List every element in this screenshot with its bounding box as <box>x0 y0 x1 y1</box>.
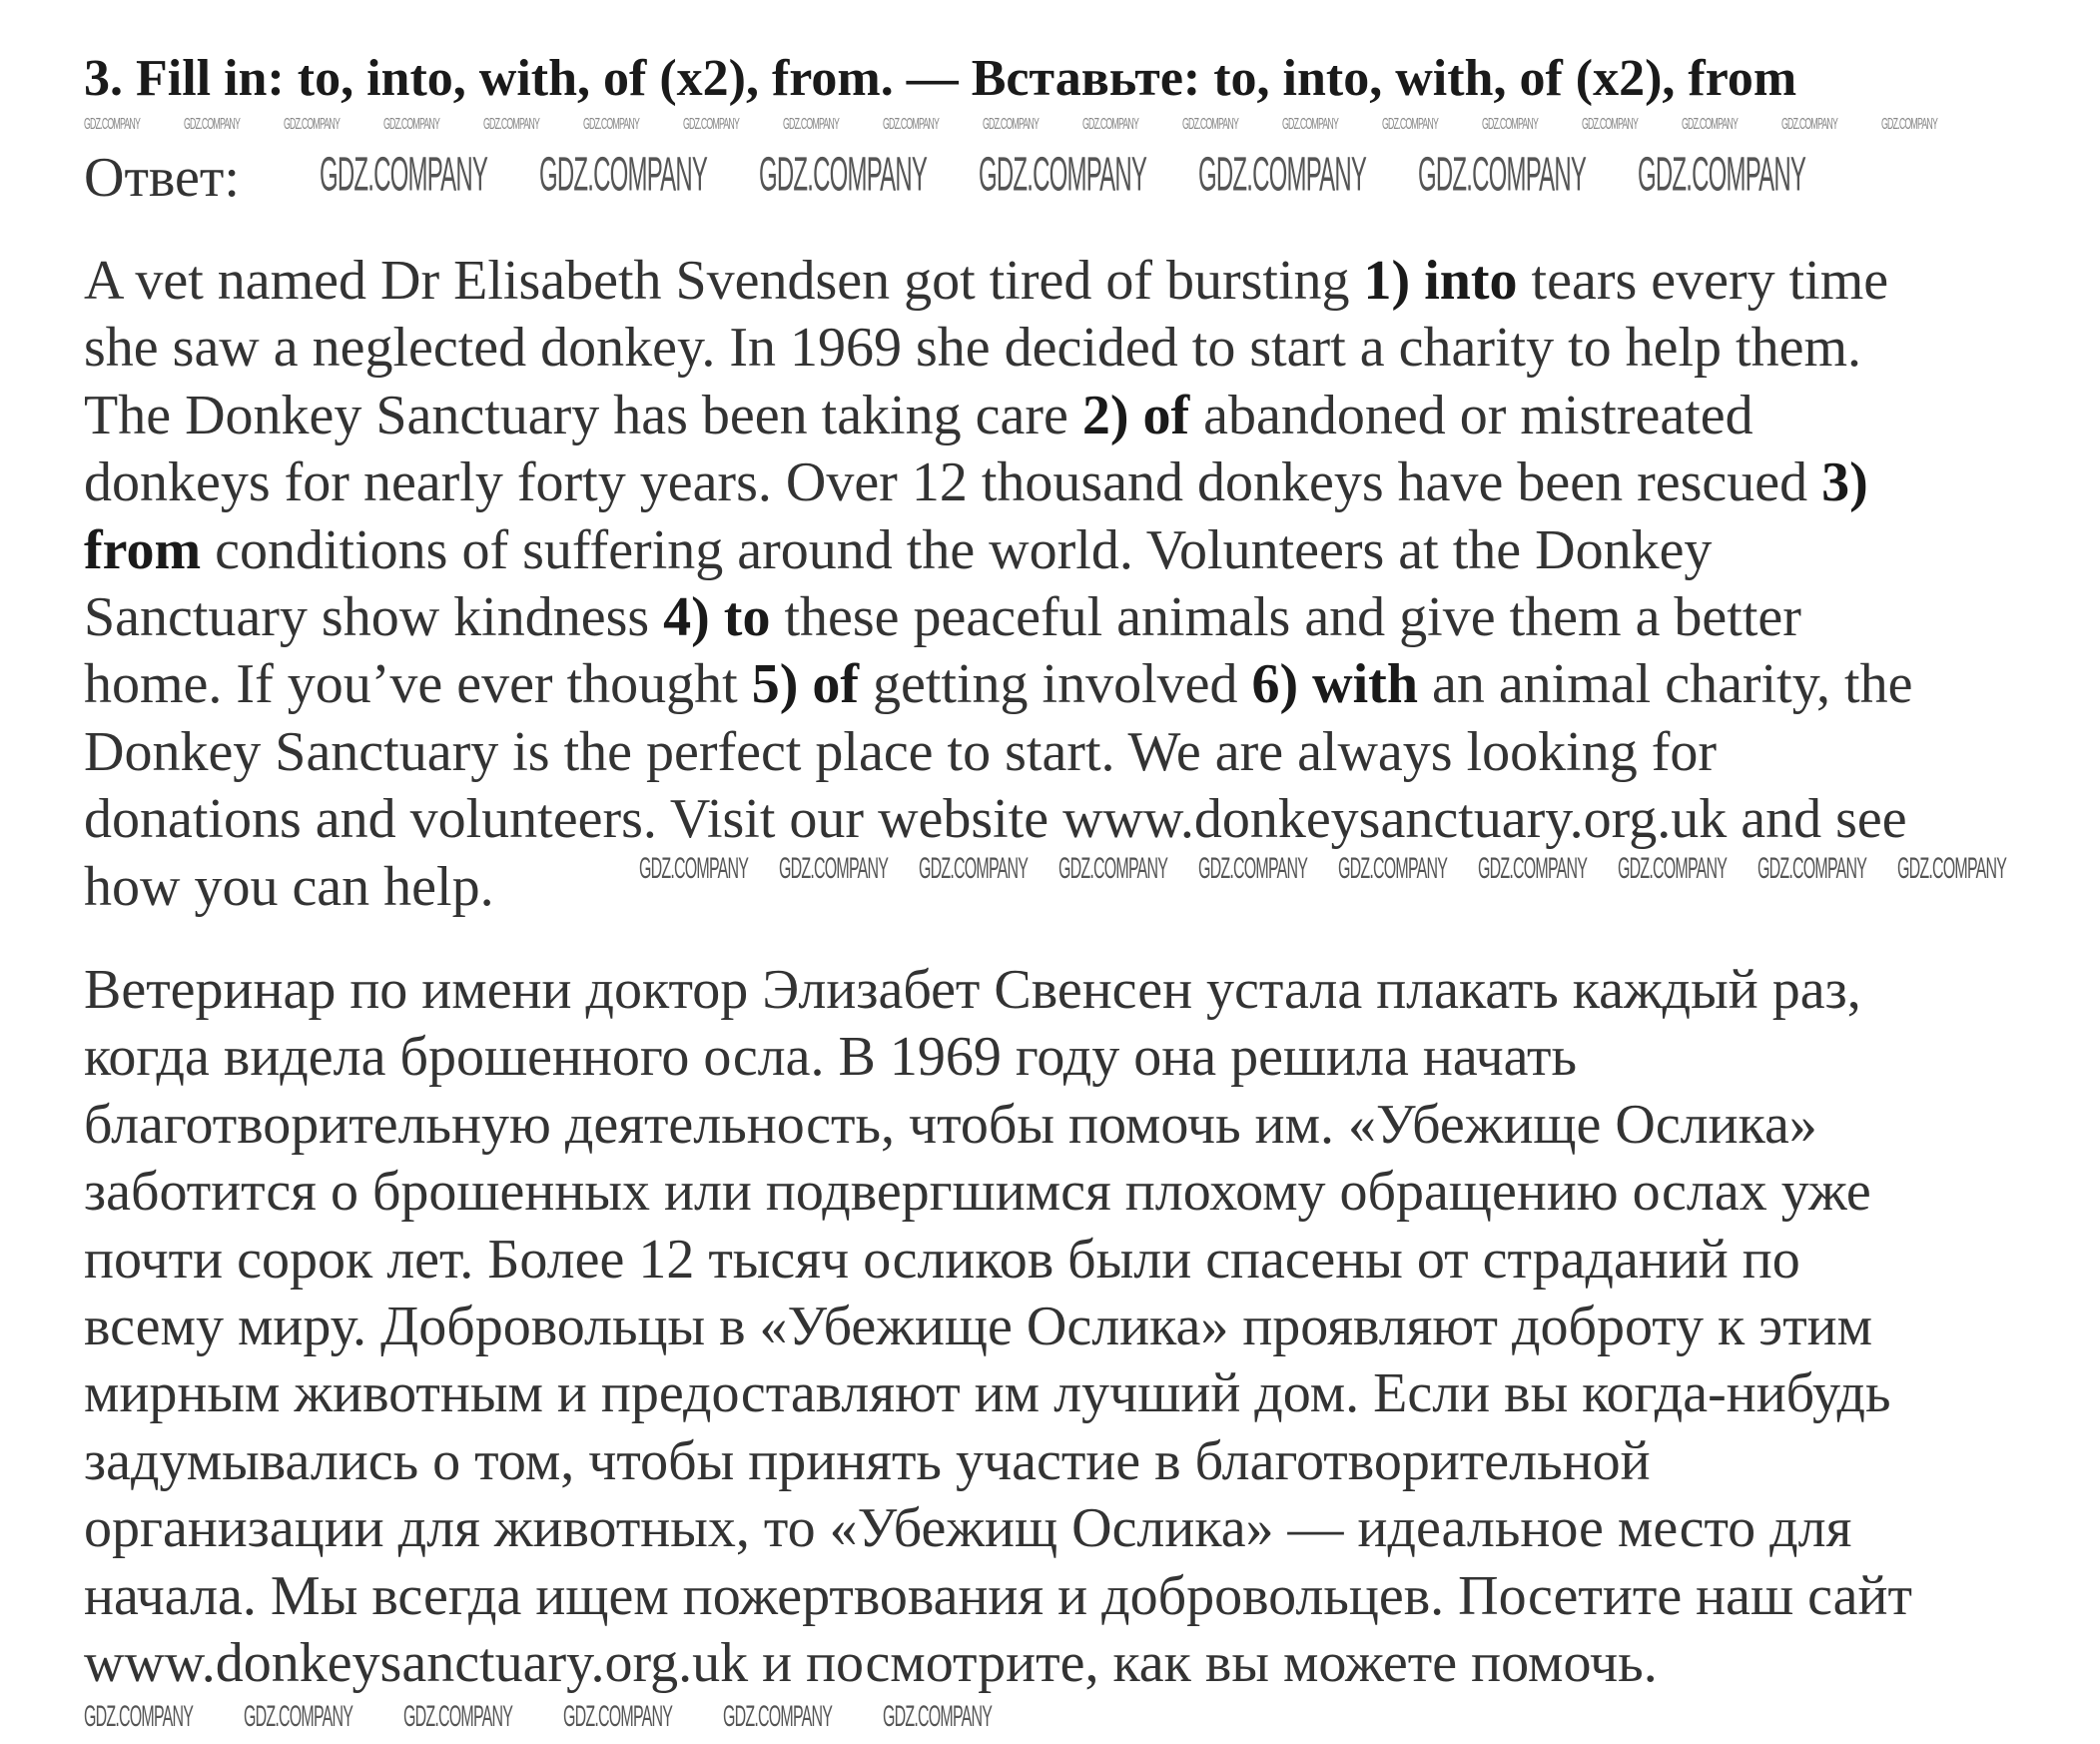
text-line <box>84 1360 1912 1427</box>
watermark-text: GDZ.COMPANY <box>1682 116 1739 134</box>
text-line <box>84 719 1912 786</box>
text-segment: home. If you’ve ever thought <box>84 653 752 716</box>
watermark-text: GDZ.COMPANY <box>779 852 889 886</box>
text-segment: организации для животных, то «Убежищ Ослика» — идеальное место для <box>84 1497 1852 1560</box>
watermark-text: GDZ.COMPANY <box>583 116 640 134</box>
watermark-text: GDZ.COMPANY <box>1418 148 1587 202</box>
text-line <box>84 1024 1912 1091</box>
watermark-text: GDZ.COMPANY <box>403 1700 513 1734</box>
text-line <box>84 1495 1912 1562</box>
watermark-text: GDZ.COMPANY <box>320 148 488 202</box>
watermark-text: GDZ.COMPANY <box>1082 116 1139 134</box>
text-line <box>84 383 1912 449</box>
text-segment: abandoned or mistreated <box>1189 384 1753 446</box>
text-segment: donations and volunteers. Visit our website www.donkeysanctuary.org.uk and see <box>84 788 1907 851</box>
watermark-text: GDZ.COMPANY <box>1638 148 1806 202</box>
text-segment: getting involved <box>859 653 1252 716</box>
watermark-text: GDZ.COMPANY <box>1881 116 1938 134</box>
watermark-text: GDZ.COMPANY <box>1058 852 1168 886</box>
text-segment: tears every time <box>1517 250 1889 312</box>
text-segment: conditions of suffering around the world. Volunteers at the Donkey <box>201 518 1713 581</box>
text-segment: начала. Мы всегда ищем пожертвования и добровольцев. Посетите наш сайт <box>84 1564 1912 1627</box>
watermark-text: GDZ.COMPANY <box>783 116 840 134</box>
watermark-text: GDZ.COMPANY <box>244 1700 353 1734</box>
watermark-text: GDZ.COMPANY <box>1198 852 1308 886</box>
watermark-text: GDZ.COMPANY <box>539 148 708 202</box>
answer-word: 6) with <box>1251 653 1418 716</box>
watermark-text: GDZ.COMPANY <box>1338 852 1448 886</box>
text-segment: всему миру. Добровольцы в «Убежище Ослика» проявляют доброту к этим <box>84 1296 1873 1358</box>
text-segment: когда видела брошенного осла. В 1969 году она решила начать <box>84 1026 1578 1089</box>
text-segment: заботится о брошенных или подвергшимся плохому обращению ослах уже <box>84 1161 1871 1224</box>
watermark-text: GDZ.COMPANY <box>1478 852 1588 886</box>
watermark-text: GDZ.COMPANY <box>483 116 540 134</box>
watermark-text: GDZ.COMPANY <box>1282 116 1339 134</box>
text-line <box>84 786 1912 853</box>
text-line <box>84 449 1912 516</box>
answer-word: 1) into <box>1363 250 1518 312</box>
text-segment: A vet named Dr Elisabeth Svendsen got tired of bursting <box>84 250 1364 312</box>
text-segment: Donkey Sanctuary is the perfect place to start. We are always looking for <box>84 720 1717 783</box>
text-line <box>84 651 1912 718</box>
text-line <box>84 1092 1912 1159</box>
text-line <box>84 1428 1912 1495</box>
watermark-text: GDZ.COMPANY <box>883 1700 993 1734</box>
text-line <box>84 1227 1912 1294</box>
watermark-text: GDZ.COMPANY <box>1198 148 1367 202</box>
text-segment: мирным животным и предоставляют им лучший дом. Если вы когда-нибудь <box>84 1362 1891 1425</box>
text-line <box>84 1630 1912 1697</box>
text-segment: an animal charity, the <box>1417 653 1913 716</box>
watermark-text: GDZ.COMPANY <box>84 116 141 134</box>
text-line <box>84 584 1912 651</box>
text-segment: how you can help. <box>84 855 494 918</box>
text-segment: donkeys for nearly forty years. Over 12 thousand donkeys have been rescued <box>84 451 1822 514</box>
text-segment: Ветеринар по имени доктор Элизабет Свенсен устала плакать каждый раз, <box>84 959 1861 1021</box>
answer-word: 4) to <box>663 586 771 649</box>
answer-word: 2) of <box>1081 384 1190 446</box>
watermark-text: GDZ.COMPANY <box>883 116 940 134</box>
watermark-text: GDZ.COMPANY <box>1382 116 1439 134</box>
watermark-text: GDZ.COMPANY <box>979 148 1147 202</box>
russian-translation-text <box>84 957 1912 1697</box>
watermark-text: GDZ.COMPANY <box>1757 852 1867 886</box>
answer-word: 5) of <box>751 653 859 716</box>
text-segment: почти сорок лет. Более 12 тысяч осликов были спасены от страданий по <box>84 1228 1800 1291</box>
watermark-text: GDZ.COMPANY <box>284 116 341 134</box>
text-line <box>84 1294 1912 1360</box>
answer-label: Ответ: <box>84 147 240 209</box>
exercise-heading: 3. Fill in: to, into, with, of (x2), from. — Вставьте: to, into, with, of (x2), from <box>84 50 1797 107</box>
watermark-text: GDZ.COMPANY <box>1482 116 1539 134</box>
answer-word: 3) <box>1821 451 1868 514</box>
watermark-text: GDZ.COMPANY <box>563 1700 673 1734</box>
text-line <box>84 1159 1912 1226</box>
watermark-text: GDZ.COMPANY <box>919 852 1029 886</box>
watermark-text: GDZ.COMPANY <box>1618 852 1728 886</box>
watermark-text: GDZ.COMPANY <box>723 1700 833 1734</box>
watermark-text: GDZ.COMPANY <box>1781 116 1838 134</box>
watermark-text: GDZ.COMPANY <box>759 148 928 202</box>
text-segment: www.donkeysanctuary.org.uk и посмотрите, как вы можете помочь. <box>84 1632 1658 1695</box>
text-line <box>84 957 1912 1024</box>
watermark-text: GDZ.COMPANY <box>639 852 749 886</box>
watermark-text: GDZ.COMPANY <box>184 116 241 134</box>
text-segment: she saw a neglected donkey. In 1969 she decided to start a charity to help them. <box>84 317 1862 380</box>
text-segment: Sanctuary show kindness <box>84 586 664 649</box>
watermark-text: GDZ.COMPANY <box>683 116 740 134</box>
text-line <box>84 517 1912 584</box>
text-segment: задумывались о том, чтобы принять участие в благотворительной <box>84 1429 1651 1492</box>
watermark-text: GDZ.COMPANY <box>983 116 1040 134</box>
english-answer-text <box>84 248 1912 921</box>
text-line <box>84 1563 1912 1630</box>
text-segment: The Donkey Sanctuary has been taking care <box>84 384 1082 446</box>
text-line <box>84 315 1912 382</box>
watermark-text: GDZ.COMPANY <box>84 1700 194 1734</box>
text-line <box>84 248 1912 315</box>
text-segment: these peaceful animals and give them a better <box>770 586 1801 649</box>
watermark-text: GDZ.COMPANY <box>1897 852 2007 886</box>
watermark-text: GDZ.COMPANY <box>1182 116 1239 134</box>
text-segment: благотворительную деятельность, чтобы помочь им. «Убежище Ослика» <box>84 1093 1817 1156</box>
watermark-text: GDZ.COMPANY <box>383 116 440 134</box>
watermark-text: GDZ.COMPANY <box>1582 116 1639 134</box>
answer-word: from <box>84 518 202 581</box>
